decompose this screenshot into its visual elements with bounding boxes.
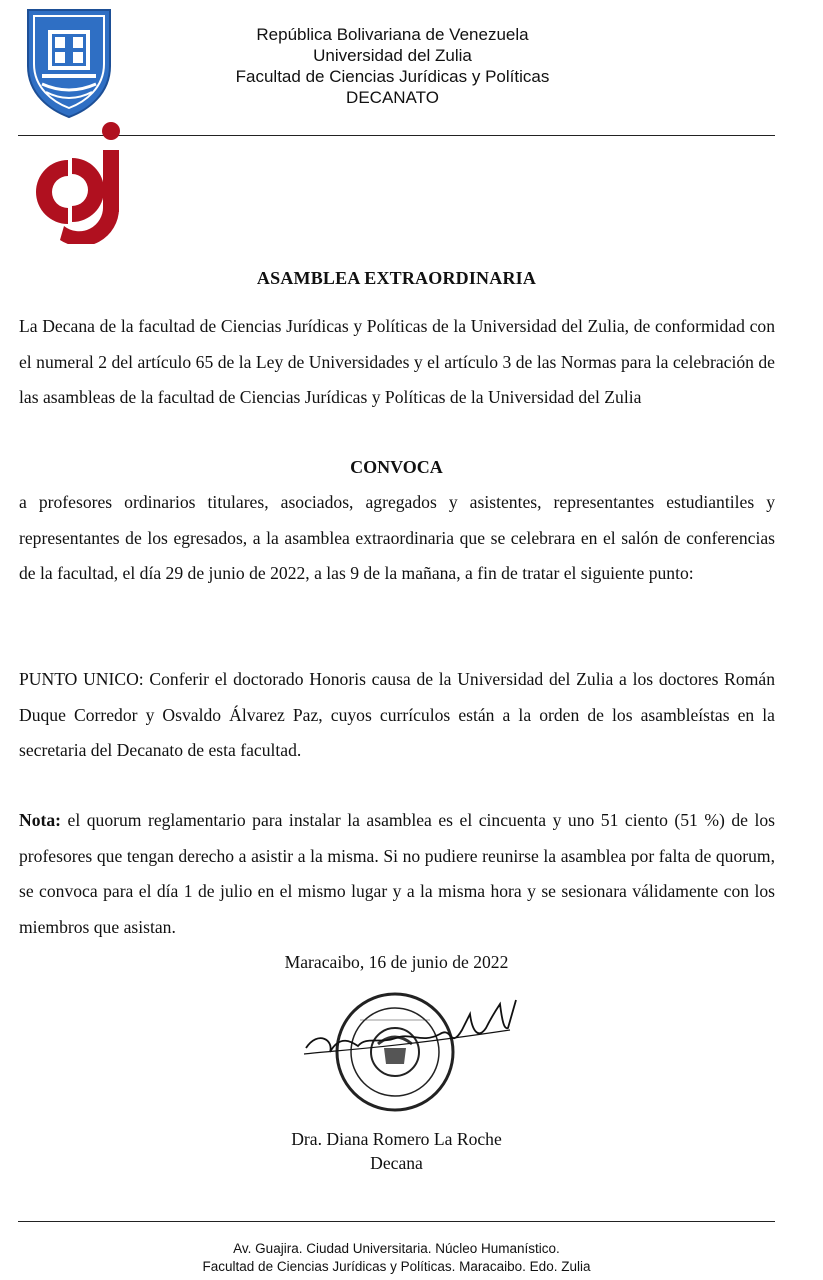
nota-paragraph <box>19 803 775 945</box>
place-date: Maracaibo, 16 de junio de 2022 <box>284 952 509 972</box>
signer-name: Dra. Diana Romero La Roche <box>291 1129 502 1149</box>
official-stamp-icon <box>300 990 530 1120</box>
signer-role: Decana <box>370 1153 423 1173</box>
intro-paragraph: La Decana de la facultad de Ciencias Jurídicas y Políticas de la Universidad del Zulia, de conformidad con el numeral 2 del artículo 65 de la Ley de Universidades y el artículo 3 de las Normas para la celebración de las asambleas de la facultad de Ciencias Jurídicas y Políticas de la Universidad del Zulia <box>19 316 775 407</box>
convoca-heading: CONVOCA <box>350 457 443 477</box>
nota-label: Nota: <box>19 810 62 830</box>
university-seal-icon <box>22 4 116 120</box>
cpj-logo-icon <box>20 120 128 244</box>
header-divider <box>18 135 775 136</box>
convoca-paragraph: a profesores ordinarios titulares, asociados, agregados y asistentes, representantes estudiantiles y representantes de los egresados, a la asamblea extraordinaria que se celebrara en el salón de conferencias de la facultad, el día 29 de junio de 2022, a las 9 de la mañana, a fin de tratar el siguiente punto: <box>19 492 775 583</box>
signer-block <box>0 1127 793 1175</box>
footer-faculty: Facultad de Ciencias Jurídicas y Políticas. Maracaibo. Edo. Zulia <box>202 1259 591 1274</box>
header-faculty: Facultad de Ciencias Jurídicas y Políticas <box>235 67 550 86</box>
header-university: Universidad del Zulia <box>313 46 472 65</box>
header-office: DECANATO <box>346 88 439 107</box>
footer <box>0 1240 793 1276</box>
stamp <box>337 994 453 1110</box>
punto-unico-paragraph: PUNTO UNICO: Conferir el doctorado Honoris causa de la Universidad del Zulia a los doctores Román Duque Corredor y Osvaldo Álvarez Paz, cuyos currículos están a la orden de los asambleístas en la secretaria del Decanato de esta facultad. <box>19 669 775 760</box>
footer-divider <box>18 1221 775 1222</box>
footer-address: Av. Guajira. Ciudad Universitaria. Núcleo Humanístico. <box>233 1241 560 1256</box>
header-country: República Bolivariana de Venezuela <box>256 25 529 44</box>
document-title: ASAMBLEA EXTRAORDINARIA <box>256 268 537 288</box>
nota-text: el quorum reglamentario para instalar la asamblea es el cincuenta y uno 51 ciento (51 %) de los profesores que tengan derecho a asistir a la misma. Si no pudiere reunirse la asamblea por falta de quorum, se convoca para el día 1 de julio en el mismo lugar y a la misma hora y se sesionara válidamente con los miembros que asistan. <box>19 810 775 937</box>
letterhead <box>170 24 615 108</box>
